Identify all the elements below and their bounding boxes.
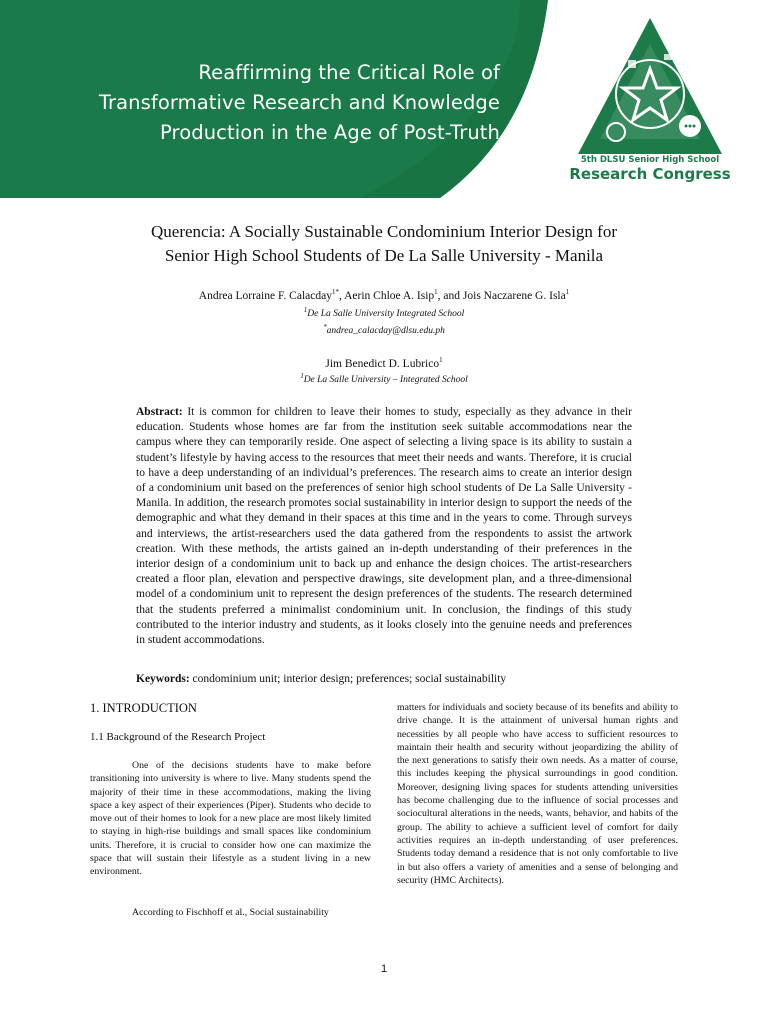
paper-title <box>90 220 678 268</box>
author-superscript: 1* <box>331 288 339 297</box>
keywords-text: condominium unit; interior design; preferences; social sustainability <box>192 673 507 685</box>
body-paragraph: matters for individuals and society because of its benefits and ability to drive change. It is the attainment of universal human rights and necessities by all people who have access to sufficient resources to maintain their health and security without jeopardizing the ability of the next generations to satisfy their own needs. As a matter of course, this includes keeping the physical surroundings in good condition. Moreover, designing living spaces for students attending universities has become challenging due to the influence of social processes and sociocultural alterations in the needs, wants, behavior, and habits of the group. The ability to achieve a sufficient level of comfort for daily activities requires an in-depth understanding of user preferences. Students today demand a residence that is not only comfortable to live in but also offers a variety of amenities and a sense of belonging and security (HMC Architects). <box>397 702 678 886</box>
author-name: , Aerin Chloe A. Isip <box>338 290 435 302</box>
paper-title-line-1: Querencia: A Socially Sustainable Condominium Interior Design for <box>151 222 617 241</box>
author-list <box>90 290 678 302</box>
header-banner <box>0 0 768 198</box>
theme-line-2: Transformative Research and Knowledge <box>98 91 500 114</box>
affiliation-2 <box>90 371 678 385</box>
affiliation-text: De La Salle University – Integrated School <box>303 375 468 385</box>
conference-theme <box>60 58 500 148</box>
congress-title: Research Congress <box>569 165 731 183</box>
body-paragraph: According to Fischhoff et al., Social sustainability <box>132 907 329 918</box>
theme-line-1: Reaffirming the Critical Role of <box>198 61 500 84</box>
congress-subtitle: 5th DLSU Senior High School <box>580 155 720 165</box>
affiliation-superscript: 1 <box>303 305 308 314</box>
author-superscript: 1 <box>565 288 570 297</box>
adviser-name <box>90 358 678 370</box>
author-name: , and Jois Naczarene G. Isla <box>437 290 566 302</box>
affiliation-superscript: 1 <box>300 371 304 380</box>
author-superscript: 1 <box>434 288 438 297</box>
page-number: 1 <box>380 963 388 975</box>
body-paragraph: One of the decisions students have to make before transitioning into university is where to live. Many students spend the majority of their time in these accommodations, making the living space a key aspect of their experiences (Piper). Students who decide to move out of their homes to look for a new place are most likely limited to staying in high-rise buildings and small spaces like condominium units. Therefore, it is crucial to consider how one can maximize the space that will sustain their lifestyle as a student living in a new environment. <box>90 760 371 878</box>
author-name: Andrea Lorraine F. Calacday <box>198 290 332 302</box>
subsection-heading: 1.1 Background of the Research Project <box>90 731 266 743</box>
email-superscript: * <box>323 322 327 331</box>
paper-title-line-2: Senior High School Students of De La Salle University - Manila <box>164 246 604 265</box>
affiliation-1 <box>90 305 678 319</box>
adviser-superscript: 1 <box>439 356 443 365</box>
keywords <box>136 673 632 685</box>
abstract-label: Abstract: <box>136 406 183 418</box>
email-text: andrea_calacday@dlsu.edu.ph <box>326 326 445 336</box>
section-heading: 1. INTRODUCTION <box>90 701 197 715</box>
abstract-text: It is common for children to leave their homes to study, especially as they advance in their education. Students whose homes are far from the institution seek suitable accommodations near the campus where they can temporarily reside. One aspect of selecting a living space is its ability to sustain a student’s lifestyle by having access to the resources that meet their needs and wants. Therefore, it is crucial to have a deep understanding of an individual’s preferences. The research aims to create an interior design of a condominium unit based on the preferences of senior high school students of De La Salle University - Manila. In addition, the research promotes social sustainability in interior design to support the needs of the demographic and what they demand in their spaces at this time and in the years to come. Through surveys and interviews, the artist-researchers used the data gathered from the respondents to assist the artwork creation. With these methods, the artists gained an in-depth understanding of their preferences in the interior design of a condominium unit to back up and enhance the design choices. The artist-researchers created a floor plan, elevation and perspective drawings, site development plan, and a three-dimensional model of a condominium unit to represent the design preferences of the students. The research determined that the students preferred a minimalist condominium unit. In conclusion, the findings of this study contributed to the interior industry and students, as it looks closely into the genuine needs and preferences in student accommodations. <box>136 406 633 647</box>
theme-line-3: Production in the Age of Post-Truth <box>160 121 500 144</box>
corresponding-email <box>90 322 678 336</box>
adviser-text: Jim Benedict D. Lubrico <box>325 358 440 370</box>
affiliation-text: De La Salle University Integrated School <box>307 309 465 319</box>
keywords-label: Keywords: <box>136 673 190 685</box>
abstract <box>136 405 632 648</box>
